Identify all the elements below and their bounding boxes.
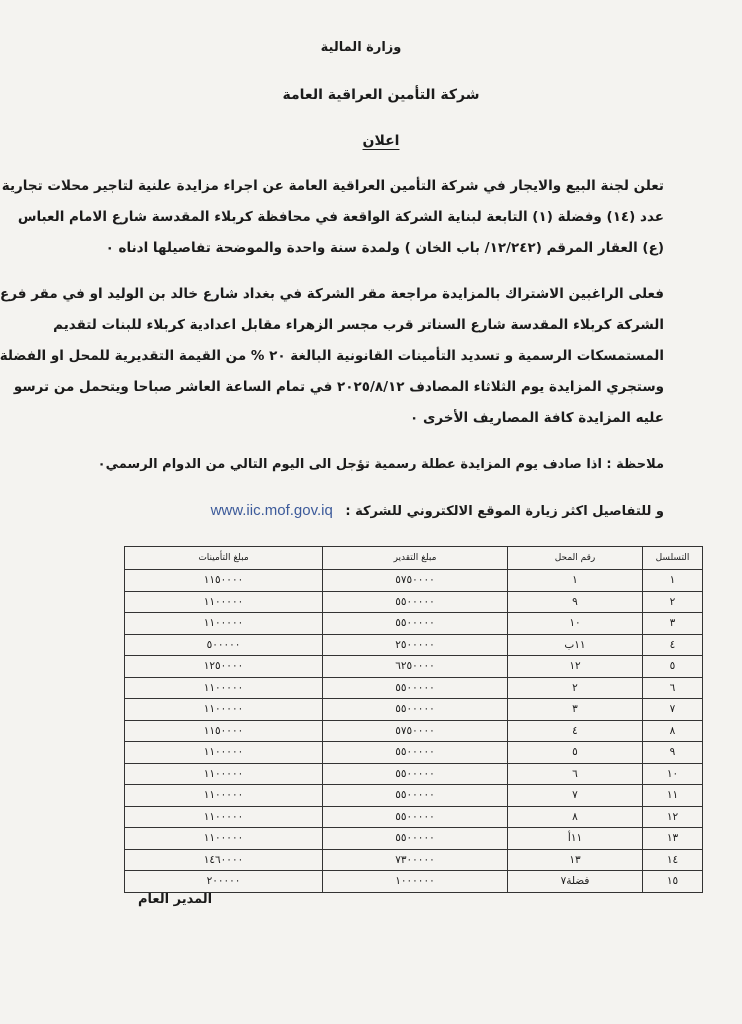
cell-shop-number: ٧ (508, 785, 643, 807)
cell-estimate: ٥٥٠٠٠٠٠ (323, 699, 508, 721)
cell-insurance: ١١٠٠٠٠٠ (125, 591, 323, 613)
table-row (125, 742, 703, 764)
table-row (125, 613, 703, 635)
table-row (125, 763, 703, 785)
cell-estimate: ٥٥٠٠٠٠٠ (323, 742, 508, 764)
cell-serial: ١٣ (643, 828, 703, 850)
table-row (125, 806, 703, 828)
cell-insurance: ١١٠٠٠٠٠ (125, 763, 323, 785)
table-header-row (125, 547, 703, 570)
cell-estimate: ٥٥٠٠٠٠٠ (323, 828, 508, 850)
cell-serial: ٥ (643, 656, 703, 678)
table-row (125, 570, 703, 592)
cell-serial: ١٠ (643, 763, 703, 785)
table-row (125, 828, 703, 850)
website-label: و للتفاصيل اكثر زيارة الموقع الالكتروني للشركة : (345, 504, 664, 519)
cell-serial: ٢ (643, 591, 703, 613)
cell-serial: ٤ (643, 634, 703, 656)
cell-insurance: ١١٠٠٠٠٠ (125, 828, 323, 850)
cell-insurance: ١١٠٠٠٠٠ (125, 613, 323, 635)
cell-shop-number: ٣ (508, 699, 643, 721)
cell-estimate: ٥٥٠٠٠٠٠ (323, 677, 508, 699)
paragraph-line: (ع) العقار المرقم (١٢/٢٤٢/ باب الخان ) ولمدة سنة واحدة والموضحة تفاصيلها ادناه ٠ (105, 240, 664, 256)
cell-shop-number: ١١أ (508, 828, 643, 850)
cell-insurance: ١٤٦٠٠٠٠ (125, 849, 323, 871)
table-row (125, 720, 703, 742)
paragraph-line: عليه المزايدة كافة المصاريف الأخرى ٠ (410, 410, 664, 426)
cell-estimate: ٥٥٠٠٠٠٠ (323, 763, 508, 785)
cell-serial: ١ (643, 570, 703, 592)
cell-insurance: ١١٠٠٠٠٠ (125, 742, 323, 764)
cell-insurance: ١١٠٠٠٠٠ (125, 677, 323, 699)
cell-serial: ٧ (643, 699, 703, 721)
cell-insurance: ١١٠٠٠٠٠ (125, 806, 323, 828)
cell-estimate: ١٠٠٠٠٠٠ (323, 871, 508, 893)
table-row (125, 677, 703, 699)
header-shop-number: رقم المحل (508, 547, 643, 570)
cell-estimate: ٥٥٠٠٠٠٠ (323, 806, 508, 828)
cell-insurance: ١١٥٠٠٠٠ (125, 570, 323, 592)
cell-estimate: ٥٥٠٠٠٠٠ (323, 613, 508, 635)
cell-estimate: ٥٥٠٠٠٠٠ (323, 591, 508, 613)
cell-shop-number: ٢ (508, 677, 643, 699)
paragraph-line: المستمسكات الرسمية و تسديد التأمينات القانونية البالغة ٢٠ % من القيمة التقديرية للمحل او الفضلة (0, 348, 664, 364)
ministry-name: وزارة المالية (320, 40, 402, 55)
table-row (125, 634, 703, 656)
note-text: ملاحظة : اذا صادف يوم المزايدة عطلة رسمية تؤجل الى اليوم التالي من الدوام الرسمي٠ (97, 457, 664, 472)
paragraph-announcement (1, 171, 664, 264)
cell-shop-number: فضلة٧ (508, 871, 643, 893)
cell-shop-number: ١ (508, 570, 643, 592)
shops-table (124, 546, 703, 893)
website-line (48, 502, 664, 519)
header-insurance-amount: مبلغ التأمينات (125, 547, 323, 570)
cell-serial: ٣ (643, 613, 703, 635)
cell-serial: ١٢ (643, 806, 703, 828)
cell-serial: ٨ (643, 720, 703, 742)
table-row (125, 699, 703, 721)
cell-estimate: ٥٧٥٠٠٠٠ (323, 570, 508, 592)
cell-shop-number: ١٢ (508, 656, 643, 678)
paragraph-line: الشركة كربلاء المقدسة شارع السناتر قرب مجسر الزهراء مقابل اعدادية كربلاء للبنات لتقديم (53, 317, 664, 333)
cell-shop-number: ٤ (508, 720, 643, 742)
cell-insurance: ٢٠٠٠٠٠ (125, 871, 323, 893)
table-row (125, 849, 703, 871)
cell-serial: ١٤ (643, 849, 703, 871)
company-name: شركة التأمين العراقية العامة (282, 87, 480, 103)
signature-title: المدير العام (138, 892, 213, 907)
table-row (125, 785, 703, 807)
cell-serial: ٩ (643, 742, 703, 764)
announcement-title-text: اعلان (362, 133, 400, 149)
cell-shop-number: ١١ب (508, 634, 643, 656)
cell-insurance: ١١٥٠٠٠٠ (125, 720, 323, 742)
cell-estimate: ٧٣٠٠٠٠٠ (323, 849, 508, 871)
cell-estimate: ٢٥٠٠٠٠٠ (323, 634, 508, 656)
cell-serial: ٦ (643, 677, 703, 699)
cell-shop-number: ١٣ (508, 849, 643, 871)
paragraph-line: وستجري المزايدة يوم الثلاثاء المصادف ٢٠٢٥/٨/١٢ في تمام الساعة العاشر صباحا ويتحمل من ترسو (13, 379, 664, 395)
cell-insurance: ١١٠٠٠٠٠ (125, 699, 323, 721)
announcement-title (20, 133, 742, 149)
paragraph-line: تعلن لجنة البيع والايجار في شركة التأمين العراقية العامة عن اجراء مزايدة علنية لتاجير محلات تجارية (1, 178, 664, 194)
cell-shop-number: ٨ (508, 806, 643, 828)
header-serial: التسلسل (643, 547, 703, 570)
cell-estimate: ٥٧٥٠٠٠٠ (323, 720, 508, 742)
cell-shop-number: ٦ (508, 763, 643, 785)
cell-serial: ١٥ (643, 871, 703, 893)
table-row (125, 871, 703, 893)
cell-shop-number: ٩ (508, 591, 643, 613)
header-estimate-amount: مبلغ التقدير (323, 547, 508, 570)
cell-insurance: ٥٠٠٠٠٠ (125, 634, 323, 656)
cell-insurance: ١٢٥٠٠٠٠ (125, 656, 323, 678)
table-row (125, 591, 703, 613)
cell-shop-number: ١٠ (508, 613, 643, 635)
cell-estimate: ٥٥٠٠٠٠٠ (323, 785, 508, 807)
paragraph-line: عدد (١٤) وفضلة (١) التابعة لبناية الشركة الواقعة في محافظة كربلاء المقدسة شارع الامام العباس (17, 209, 664, 225)
cell-serial: ١١ (643, 785, 703, 807)
paragraph-instructions (0, 279, 664, 434)
table-row (125, 656, 703, 678)
website-link[interactable]: www.iic.mof.gov.iq (210, 502, 333, 519)
cell-shop-number: ٥ (508, 742, 643, 764)
cell-insurance: ١١٠٠٠٠٠ (125, 785, 323, 807)
paragraph-line: فعلى الراغبين الاشتراك بالمزايدة مراجعة مقر الشركة في بغداد شارع خالد بن الوليد او في مقر فرع (0, 286, 664, 302)
cell-estimate: ٦٢٥٠٠٠٠ (323, 656, 508, 678)
